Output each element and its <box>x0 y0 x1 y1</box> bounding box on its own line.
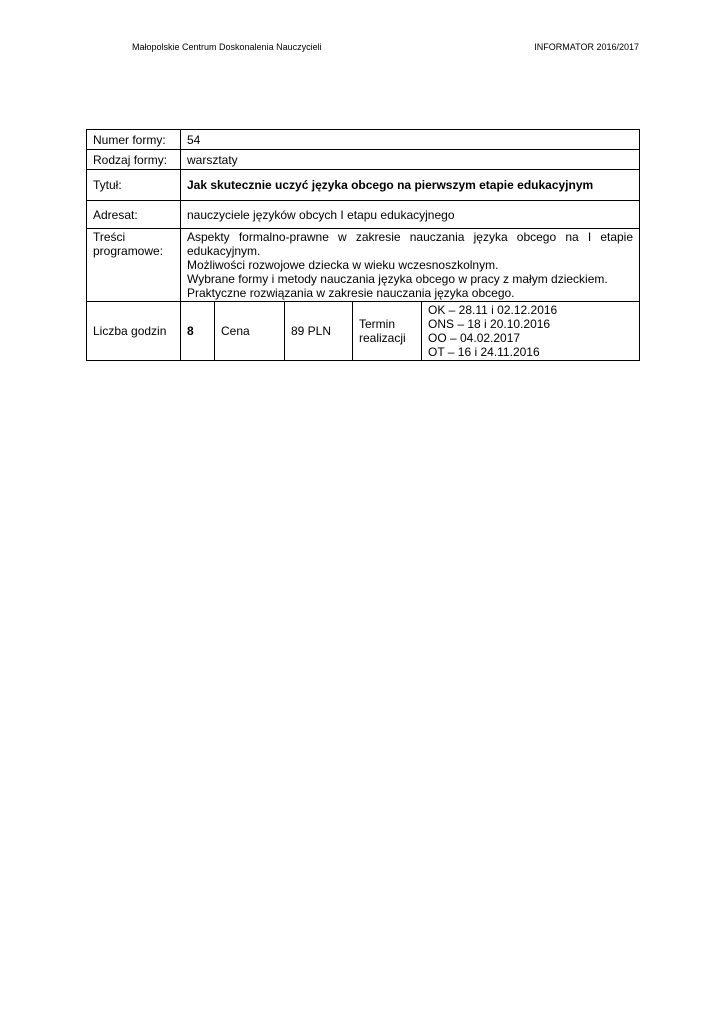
label-adresat: Adresat: <box>87 201 181 229</box>
row-rodzaj <box>87 150 640 170</box>
value-cena: 89 PLN <box>285 302 353 361</box>
course-table <box>86 129 640 361</box>
tresci-line: Aspekty formalno-prawne w zakresie nauczania języka obcego na I etapie edukacyjnym. <box>187 230 634 258</box>
termin-line: OK – 28.11 i 02.12.2016 <box>428 303 558 317</box>
value-adresat: nauczyciele języków obcych I etapu edukacyjnego <box>181 201 640 229</box>
label-termin: Termin realizacji <box>353 302 422 361</box>
row-numer <box>87 130 640 150</box>
termin-line: OO – 04.02.2017 <box>428 331 521 345</box>
value-godzin: 8 <box>181 302 215 361</box>
tresci-line: Możliwości rozwojowe dziecka w wieku wczesnoszkolnym. <box>187 258 499 272</box>
tresci-line: Praktyczne rozwiązania w zakresie nauczania języka obcego. <box>187 286 515 300</box>
value-tresci <box>181 229 640 302</box>
label-godzin: Liczba godzin <box>87 302 181 361</box>
termin-line: OT – 16 i 24.11.2016 <box>428 345 540 359</box>
label-cena: Cena <box>215 302 285 361</box>
value-tytul: Jak skutecznie uczyć języka obcego na pierwszym etapie edukacyjnym <box>181 170 640 201</box>
row-details <box>87 302 640 361</box>
tresci-line: Wybrane formy i metody nauczania języka obcego w pracy z małym dzieckiem. <box>187 272 608 286</box>
termin-line: ONS – 18 i 20.10.2016 <box>428 317 551 331</box>
label-numer: Numer formy: <box>87 130 181 150</box>
value-rodzaj: warsztaty <box>181 150 640 170</box>
value-terminy <box>422 302 640 361</box>
value-numer: 54 <box>181 130 640 150</box>
header-informator: INFORMATOR 2016/2017 <box>534 42 639 52</box>
header-institution: Małopolskie Centrum Doskonalenia Nauczycieli <box>132 42 322 52</box>
label-tytul: Tytuł: <box>87 170 181 201</box>
label-rodzaj: Rodzaj formy: <box>87 150 181 170</box>
row-adresat <box>87 201 640 229</box>
label-tresci: Treści programowe: <box>87 229 181 302</box>
row-tytul <box>87 170 640 201</box>
row-tresci <box>87 229 640 302</box>
